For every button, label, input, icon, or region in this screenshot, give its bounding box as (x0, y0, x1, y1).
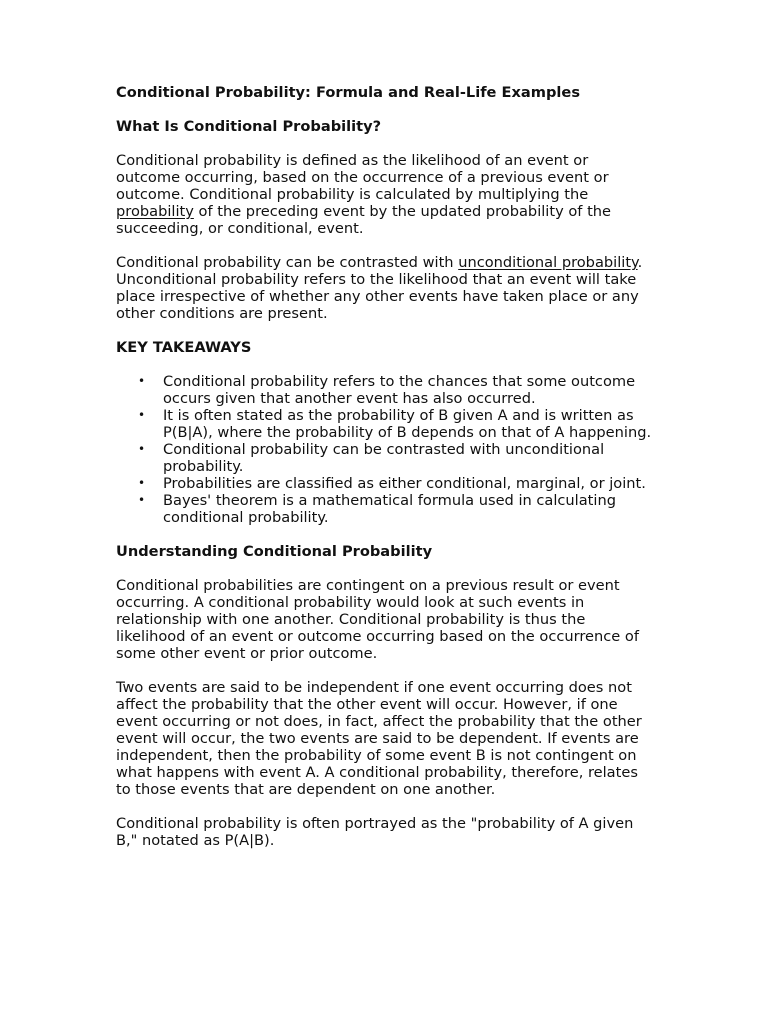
paragraph-contingent: Conditional probabilities are contingent on a previous result or event occurring. A conditional probability would look at such events in relationship with one another. Conditional probability is thus the likelihood of an event or outcome occurring based on the occurrence of some other event or prior outcome. (116, 577, 639, 662)
paragraph-notation: Conditional probability is often portrayed as the "probability of A given B," notated as P(A|B). (116, 815, 634, 849)
list-item (116, 475, 656, 492)
list-item-text: Bayes' theorem is a mathematical formula used in calculating conditional probability. (163, 492, 616, 526)
paragraph-definition (116, 152, 656, 237)
list-item-text: Probabilities are classified as either conditional, marginal, or joint. (163, 475, 646, 492)
bullet-icon: • (138, 408, 146, 422)
list-item-text: It is often stated as the probability of B given A and is written as P(B|A), where the probability of B depends on that of A happening. (163, 407, 652, 441)
bullet-icon: • (138, 476, 146, 490)
list-item-text: Conditional probability can be contrasted with unconditional probability. (163, 441, 605, 475)
bullet-icon: • (138, 442, 146, 456)
bullet-icon: • (138, 374, 146, 388)
paragraph-contrast-pre: Conditional probability can be contrasted with (116, 254, 459, 271)
paragraph-definition-post: of the preceding event by the updated probability of the succeeding, or conditional, event. (116, 203, 612, 237)
paragraph-contrast (116, 254, 656, 322)
document-title: Conditional Probability: Formula and Real-Life Examples (116, 84, 581, 101)
list-item (116, 373, 656, 407)
bullet-icon: • (138, 493, 146, 507)
document-page (116, 84, 656, 849)
paragraph-contrast-post: . Unconditional probability refers to the likelihood that an event will take place irrespective of whether any other events have taken place or any other conditions are present. (116, 254, 643, 322)
unconditional-probability-link[interactable]: unconditional probability (458, 254, 638, 271)
key-takeaways-list (116, 373, 656, 526)
key-takeaways-heading: KEY TAKEAWAYS (116, 339, 252, 356)
paragraph-independent: Two events are said to be independent if one event occurring does not affect the probability that the other event will occur. However, if one event occurring or not does, in fact, affect the probability that the other event will occur, the two events are said to be dependent. If events are independent, then the probability of some event B is not contingent on what happens with event A. A conditional probability, therefore, relates to those events that are dependent on one another. (116, 679, 642, 798)
paragraph-definition-pre: Conditional probability is defined as the likelihood of an event or outcome occurring, based on the occurrence of a previous event or outcome. Conditional probability is calculated by multiplying the (116, 152, 609, 203)
list-item (116, 441, 656, 475)
probability-link[interactable]: probability (116, 203, 194, 220)
list-item (116, 407, 656, 441)
list-item-text: Conditional probability refers to the chances that some outcome occurs given that another event has also occurred. (163, 373, 636, 407)
section-heading-what-is: What Is Conditional Probability? (116, 118, 382, 135)
list-item (116, 492, 656, 526)
section-heading-understanding: Understanding Conditional Probability (116, 543, 433, 560)
